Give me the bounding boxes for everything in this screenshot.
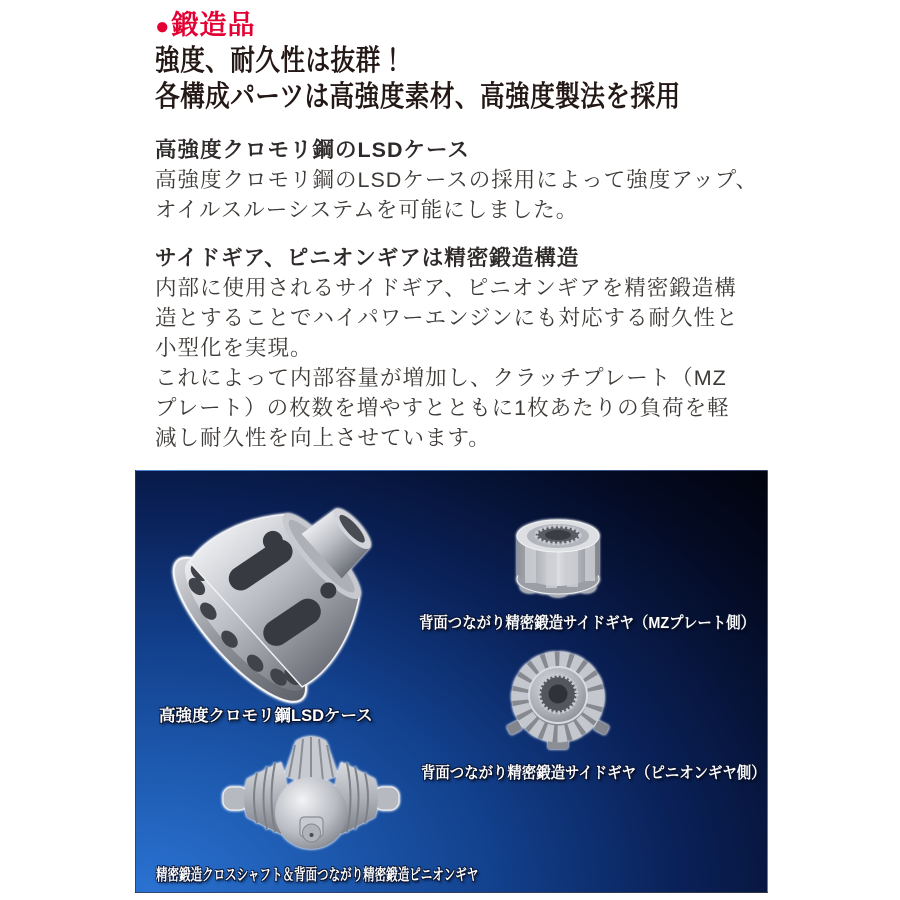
body-line: 内部に使用されるサイドギア、ピニオンギアを精密鍛造構 bbox=[155, 276, 737, 300]
tagline-label: 鍛造品 bbox=[171, 10, 256, 40]
body-line: 減し耐久性を向上させています。 bbox=[155, 426, 491, 450]
label-side-gear-pinion: 背面つながり精密鍛造サイドギヤ（ピニオンギヤ側） bbox=[421, 765, 766, 782]
section-lsd-case-title: 高強度クロモリ鋼のLSDケース bbox=[155, 138, 470, 162]
section-tagline bbox=[155, 3, 256, 42]
page-title bbox=[155, 43, 773, 115]
body-line: 造とすることでハイパワーエンジンにも対応する耐久性と bbox=[155, 306, 739, 330]
body-line: プレート）の枚数を増やすとともに1枚あたりの負荷を軽 bbox=[155, 396, 730, 420]
side-gear-pinion-photo bbox=[502, 649, 614, 754]
cross-shaft-assembly-photo bbox=[222, 729, 400, 867]
headline-line-1: 強度、耐久性は抜群！ bbox=[155, 45, 406, 77]
body-line: オイルスルーシステムを可能にしました。 bbox=[155, 198, 579, 222]
headline-line-2: 各構成パーツは高強度素材、高強度製法を採用 bbox=[155, 81, 681, 113]
body-line: 小型化を実現。 bbox=[155, 336, 313, 360]
label-side-gear-mz: 背面つながり精密鍛造サイドギヤ（MZプレート側） bbox=[419, 615, 756, 632]
body-line: これによって内部容量が増加し、クラッチプレート（MZ bbox=[155, 366, 727, 390]
parts-photo-panel bbox=[135, 470, 768, 893]
section-lsd-case bbox=[155, 135, 765, 225]
lsd-case-photo bbox=[166, 477, 401, 705]
body-line: 高強度クロモリ鋼のLSDケースの採用によって強度アップ、 bbox=[155, 168, 759, 192]
label-cross-shaft: 精密鍛造クロスシャフト＆背面つながり精密鍛造ピニオンギヤ bbox=[156, 867, 479, 884]
section-forged-gears-title: サイドギア、ピニオンギアは精密鍛造構造 bbox=[155, 246, 580, 270]
side-gear-mz-photo bbox=[508, 509, 608, 604]
label-lsd-case: 高強度クロモリ鋼LSDケース bbox=[159, 707, 373, 725]
section-forged-gears bbox=[155, 243, 765, 453]
red-bullet-icon: ● bbox=[155, 13, 171, 40]
